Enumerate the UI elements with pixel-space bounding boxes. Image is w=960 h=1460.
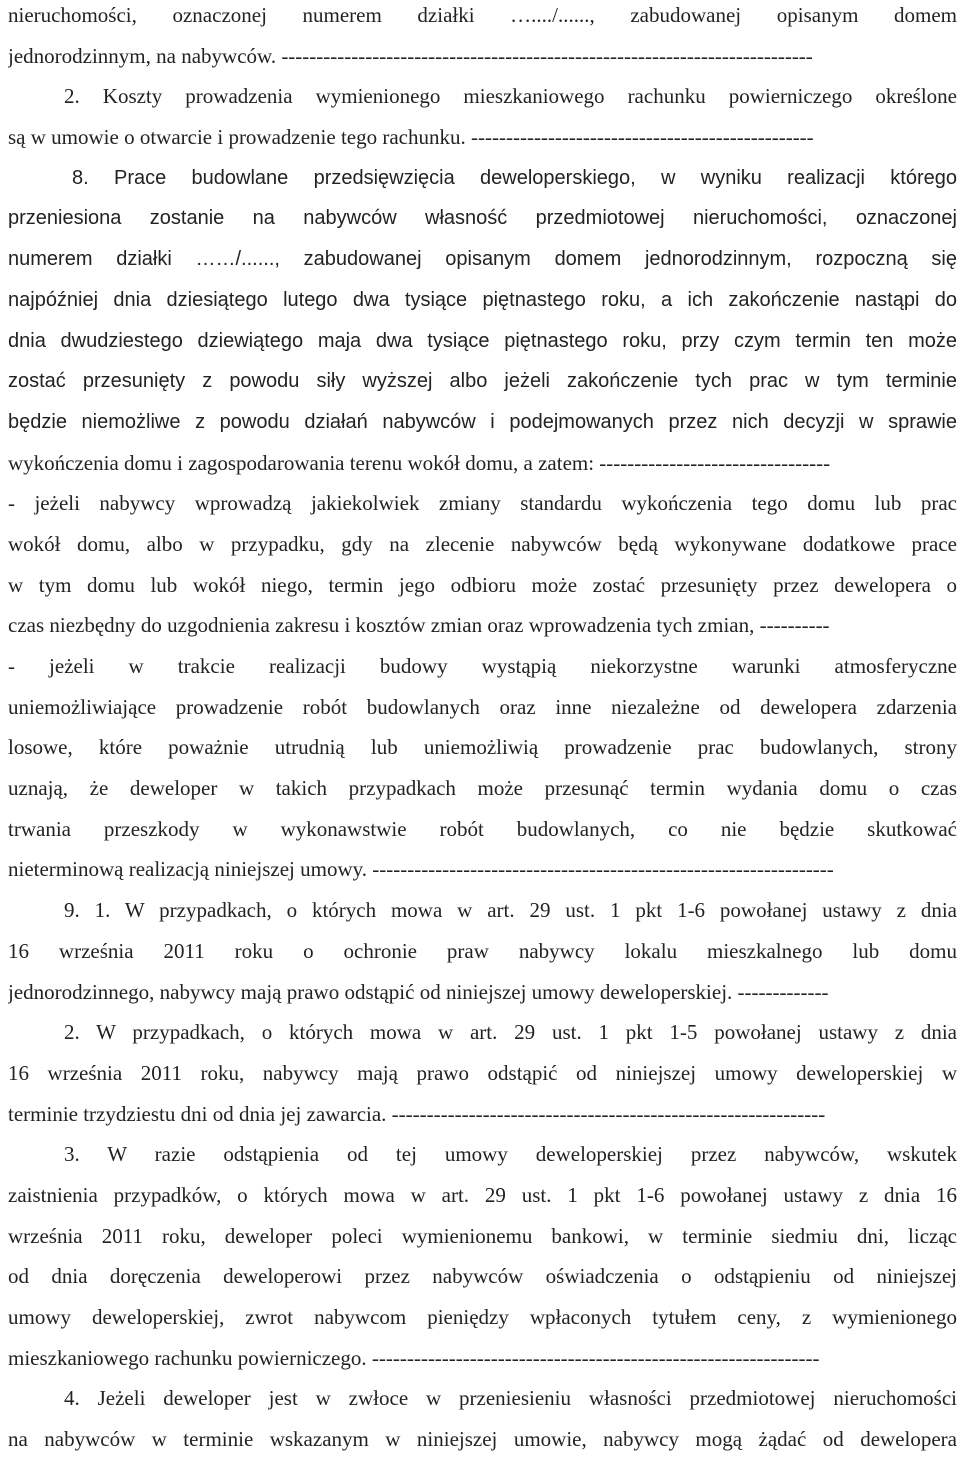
document-line: trwania przeszkody w wykonawstwie robót budowlanych, co nie będzie skutkować <box>8 816 957 841</box>
document-line: numerem działki ……/......, zabudowanej opisanym domem jednorodzinnym, rozpoczną się <box>8 248 957 271</box>
document-line: na nabywców w terminie wskazanym w niniejszej umowie, nabywcy mogą żądać od dewelopera <box>8 1427 957 1452</box>
document-line: 16 września 2011 roku o ochronie praw nabywcy lokalu mieszkalnego lub domu <box>8 938 957 963</box>
document-line: terminie trzydziestu dni od dnia jej zawarcia. -------------------------------------------------------------- <box>8 1101 826 1126</box>
document-line: jednorodzinnego, nabywcy mają prawo odstąpić od niniejszej umowy deweloperskiej. ------------- <box>8 979 829 1004</box>
document-line: są w umowie o otwarcie i prowadzenie tego rachunku. ------------------------------------------------- <box>8 125 814 150</box>
document-line: w tym domu lub wokół niego, termin jego odbioru może zostać przesunięty przez dewelopera o <box>8 572 957 597</box>
document-line: 2. W przypadkach, o których mowa w art. 29 ust. 1 pkt 1-5 powołanej ustawy z dnia <box>64 1020 957 1045</box>
document-line: uznają, że deweloper w takich przypadkach może przesunąć termin wydania domu o czas <box>8 776 957 801</box>
document-line: 3. W razie odstąpienia od tej umowy deweloperskiej przez nabywców, wskutek <box>64 1142 957 1167</box>
document-line: będzie niemożliwe z powodu działań nabywców i podejmowanych przez nich decyzji w sprawie <box>8 410 957 433</box>
document-page <box>8 0 957 1460</box>
document-line: jednorodzinnym, na nabywców. ---------------------------------------------------------------------------- <box>8 43 813 68</box>
document-line: wykończenia domu i zagospodarowania terenu wokół domu, a zatem: --------------------------------- <box>8 450 831 475</box>
document-line: czas niezbędny do uzgodnienia zakresu i kosztów zmian oraz wprowadzenia tych zmian, ---------- <box>8 613 830 638</box>
document-line: dnia dwudziestego dziewiątego maja dwa tysiące piętnastego roku, przy czym termin ten może <box>8 329 957 352</box>
document-line: nieruchomości, oznaczonej numerem działki …..../......, zabudowanej opisanym domem <box>8 3 957 27</box>
document-line: wokół domu, albo w przypadku, gdy na zlecenie nabywców będą wykonywane dodatkowe prace <box>8 531 957 556</box>
document-line: umowy deweloperskiej, zwrot nabywcom pieniędzy wpłaconych tytułem ceny, z wymienionego <box>8 1305 957 1329</box>
document-line: nieterminową realizacją niniejszej umowy. ------------------------------------------------------------------ <box>8 857 834 882</box>
document-line: 9. 1. W przypadkach, o których mowa w art. 29 ust. 1 pkt 1-6 powołanej ustawy z dnia <box>64 898 957 923</box>
document-line: zostać przesunięty z powodu siły wyższej albo jeżeli zakończenie tych prac w tym terminie <box>8 370 957 393</box>
document-line: 2. Koszty prowadzenia wymienionego mieszkaniowego rachunku powierniczego określone <box>64 84 957 109</box>
document-line: przeniesiona zostanie na nabywców własność przedmiotowej nieruchomości, oznaczonej <box>8 207 957 230</box>
document-line: 4. Jeżeli deweloper jest w zwłoce w przeniesieniu własności przedmiotowej nieruchomości <box>64 1386 957 1411</box>
document-line: losowe, które poważnie utrudnią lub uniemożliwią prowadzenie prac budowlanych, strony <box>8 735 957 760</box>
document-line: 16 września 2011 roku, nabywcy mają prawo odstąpić od niniejszej umowy deweloperskiej w <box>8 1060 957 1085</box>
document-line: mieszkaniowego rachunku powierniczego. ---------------------------------------------------------------- <box>8 1345 820 1370</box>
document-line: września 2011 roku, deweloper poleci wymienionemu bankowi, w terminie siedmiu dni, licząc <box>8 1223 957 1248</box>
document-line: - jeżeli nabywcy wprowadzą jakiekolwiek zmiany standardu wykończenia tego domu lub prac <box>8 491 957 516</box>
document-line: uniemożliwiające prowadzenie robót budowlanych oraz inne niezależne od dewelopera zdarzenia <box>8 694 957 719</box>
document-line: - jeżeli w trakcie realizacji budowy wystąpią niekorzystne warunki atmosferyczne <box>8 654 957 678</box>
document-line: od dnia doręczenia deweloperowi przez nabywców oświadczenia o odstąpieniu od niniejszej <box>8 1264 957 1289</box>
document-line: najpóźniej dnia dziesiątego lutego dwa tysiące piętnastego roku, a ich zakończenie nastąpi do <box>8 288 957 311</box>
document-line: zaistnienia przypadków, o których mowa w art. 29 ust. 1 pkt 1-6 powołanej ustawy z dnia 16 <box>8 1182 957 1207</box>
document-line: 8. Prace budowlane przedsięwzięcia deweloperskiego, w wyniku realizacji którego <box>72 166 957 189</box>
